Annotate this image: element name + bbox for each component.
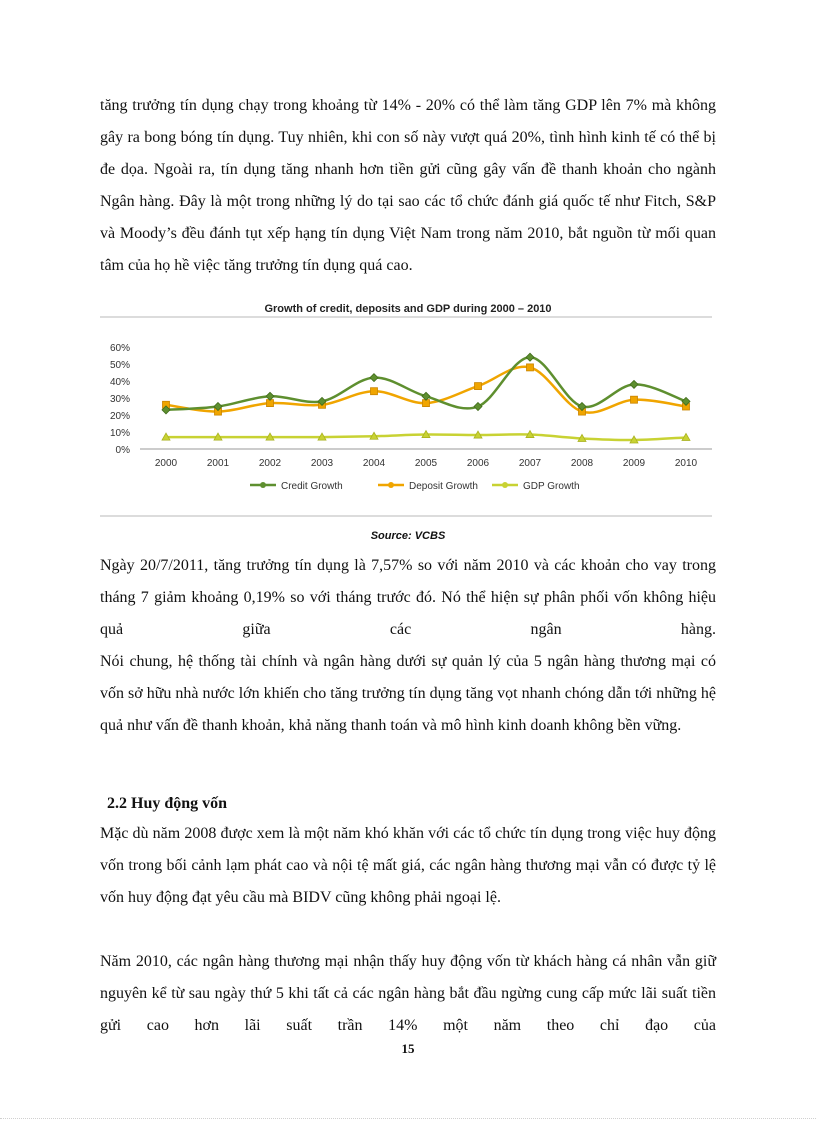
credit-point bbox=[370, 374, 378, 382]
legend-marker bbox=[260, 482, 266, 488]
legend bbox=[250, 481, 580, 492]
x-tick-label: 2000 bbox=[154, 458, 178, 469]
y-tick-label: 20% bbox=[109, 411, 130, 422]
paragraph-credit-july-2011: Ngày 20/7/2011, tăng trưởng tín dụng là 7,57% so với năm 2010 và các khoản cho vay trong tháng 7 giảm khoảng 0,19% so với tháng trước đó. Nó thể hiện sự phân phối vốn không hiệu quả giữa các ngân hàng. bbox=[100, 557, 716, 638]
y-tick-label: 40% bbox=[109, 377, 130, 388]
x-tick-label: 2003 bbox=[310, 458, 334, 469]
deposit-point bbox=[371, 388, 378, 395]
credit-point bbox=[526, 353, 534, 361]
credit-point bbox=[422, 392, 430, 400]
legend-label: Credit Growth bbox=[281, 481, 343, 492]
chart-title: Growth of credit, deposits and GDP during 2000 – 2010 bbox=[264, 303, 552, 315]
x-tick-label: 2002 bbox=[258, 458, 282, 469]
x-tick-label: 2001 bbox=[206, 458, 230, 469]
x-tick-label: 2009 bbox=[622, 458, 646, 469]
x-tick-label: 2006 bbox=[466, 458, 490, 469]
legend-marker bbox=[502, 482, 508, 488]
x-tick-label: 2010 bbox=[674, 458, 698, 469]
chart-svg bbox=[100, 300, 716, 520]
x-axis bbox=[155, 458, 698, 469]
credit-point bbox=[266, 392, 274, 400]
page-bottom-rule bbox=[0, 1118, 816, 1119]
y-tick-label: 10% bbox=[109, 428, 130, 439]
paragraph-state-banks: Nói chung, hệ thống tài chính và ngân hàng dưới sự quản lý của 5 ngân hàng thương mại có vốn sở hữu nhà nước lớn khiến cho tăng trưởng tín dụng tăng vọt nhanh chóng dẫn tới những hệ quả như vấn đề thanh khoản, khả năng thanh toán và mô hình kinh doanh không bền vững. bbox=[100, 653, 717, 734]
deposit-point bbox=[527, 364, 534, 371]
section-heading: 2.2 Huy động vốn bbox=[107, 795, 228, 812]
x-tick-label: 2005 bbox=[414, 458, 438, 469]
series bbox=[162, 353, 690, 443]
x-tick-label: 2008 bbox=[570, 458, 594, 469]
y-tick-label: 30% bbox=[109, 394, 130, 405]
paragraph-capital-2010: Năm 2010, các ngân hàng thương mại nhận thấy huy động vốn từ khách hàng cá nhân vẫn giữ nguyên kể từ sau ngày thứ 5 khi tất cả các ngân hàng bắt đầu ngừng cung cấp mức lãi suất tiền gửi cao hơn lãi suất trần 14% một năm theo chỉ đạo của bbox=[100, 953, 716, 1034]
legend-marker bbox=[388, 482, 394, 488]
y-tick-label: 60% bbox=[109, 343, 130, 354]
legend-label: Deposit Growth bbox=[409, 481, 478, 492]
x-tick-label: 2007 bbox=[518, 458, 542, 469]
deposit-point bbox=[475, 383, 482, 390]
y-tick-label: 0% bbox=[115, 445, 130, 456]
x-tick-label: 2004 bbox=[362, 458, 386, 469]
chart-source: Source: VCBS bbox=[370, 530, 446, 542]
paragraph-capital-2008: Mặc dù năm 2008 được xem là một năm khó khăn với các tổ chức tín dụng trong việc huy động vốn trong bối cảnh lạm phát cao và nội tệ mất giá, các ngân hàng thương mại vẫn có được tỷ lệ vốn huy động đạt yêu cầu mà BIDV cũng không phải ngoại lệ. bbox=[100, 825, 716, 906]
chart bbox=[100, 300, 716, 520]
deposit-point bbox=[631, 396, 638, 403]
paragraph-credit-growth-risk: tăng trưởng tín dụng chạy trong khoảng từ 14% - 20% có thể làm tăng GDP lên 7% mà không gây ra bong bóng tín dụng. Tuy nhiên, khi con số này vượt quá 20%, tình hình kinh tế có thể bị đe dọa. Ngoài ra, tín dụng tăng nhanh hơn tiền gửi cũng gây vấn đề thanh khoản cho ngành Ngân hàng. Đây là một trong những lý do tại sao các tổ chức đánh giá quốc tế như Fitch, S&P và Moody’s đều đánh tụt xếp hạng tín dụng Việt Nam trong năm 2010, bắt nguồn từ mối quan tâm của họ hề việc tăng trưởng tín dụng quá cao. bbox=[100, 97, 716, 274]
legend-label: GDP Growth bbox=[523, 481, 580, 492]
y-tick-label: 50% bbox=[109, 360, 130, 371]
page-number: 15 bbox=[401, 1041, 415, 1056]
credit-point bbox=[630, 380, 638, 388]
